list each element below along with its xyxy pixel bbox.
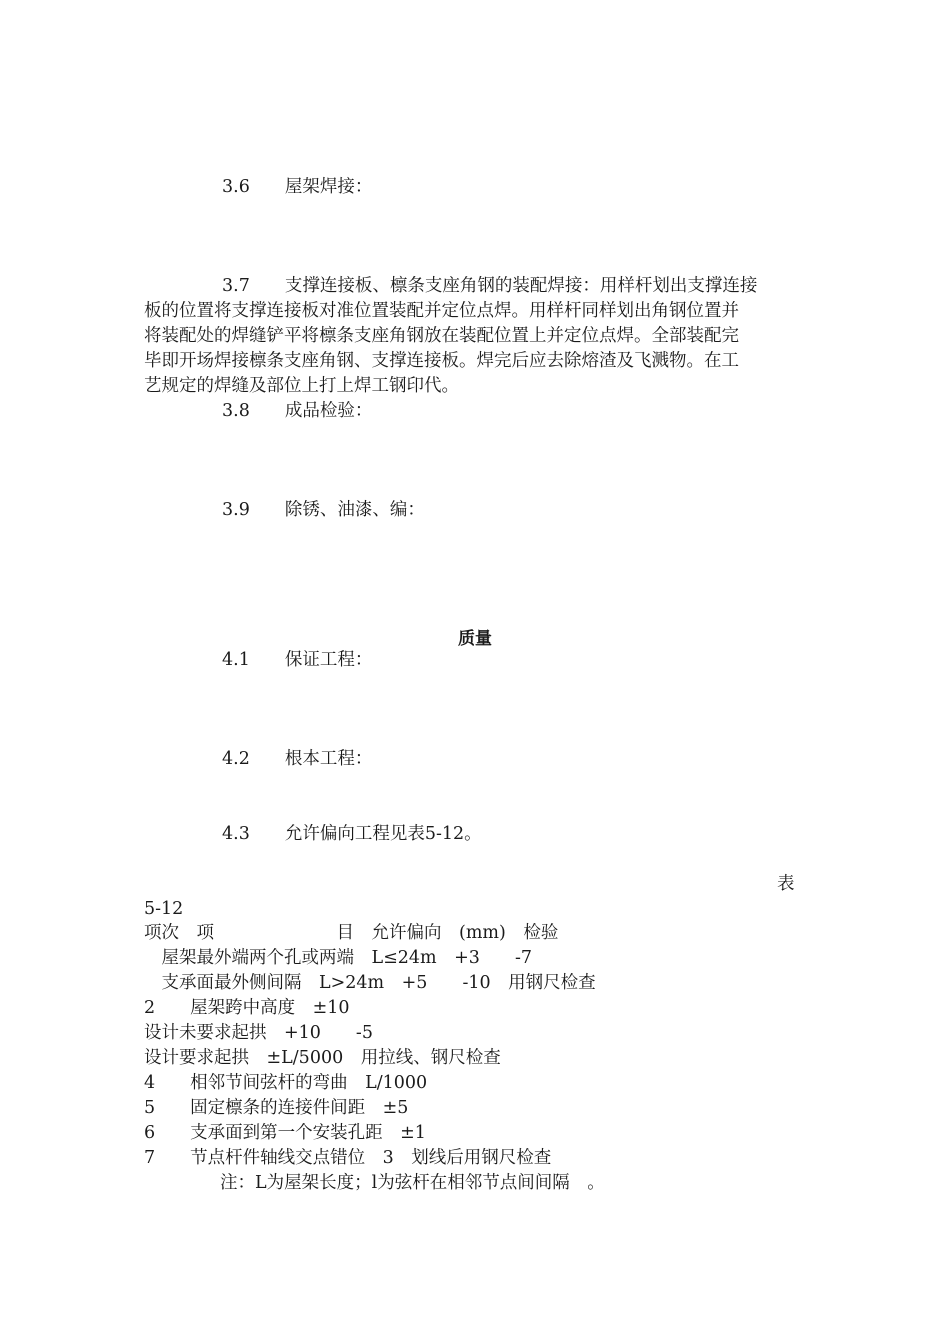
table-row: 2 屋架跨中高度 ±10 xyxy=(144,998,350,1018)
table-row: 屋架最外端两个孔或两端 L≤24m +3 -7 xyxy=(144,948,532,968)
section-3-7-line: 3.7 支撑连接板、檩条支座角钢的装配焊接：用样杆划出支撑连接 xyxy=(222,276,758,296)
section-4-2: 4.2 根本工程： xyxy=(222,749,373,769)
table-row: 设计要求起拱 ±L/5000 用拉线、钢尺检查 xyxy=(144,1048,501,1068)
table-row: 5 固定檩条的连接件间距 ±5 xyxy=(144,1098,409,1118)
section-4-1: 4.1 保证工程： xyxy=(222,650,373,670)
section-3-9: 3.9 除锈、油漆、编： xyxy=(222,500,425,520)
table-note: 注：L为屋架长度；l为弦杆在相邻节点间间隔 。 xyxy=(220,1173,605,1193)
section-3-8: 3.8 成品检验： xyxy=(222,401,373,421)
section-3-7-line: 艺规定的焊缝及部位上打上焊工钢印代。 xyxy=(144,376,459,396)
table-header-row: 项次 项 目 允许偏向 (mm) 检验 xyxy=(144,923,559,943)
table-row: 设计未要求起拱 +10 -5 xyxy=(144,1023,373,1043)
table-row: 6 支承面到第一个安装孔距 ±1 xyxy=(144,1123,426,1143)
section-3-7-line: 将装配处的焊缝铲平将檩条支座角钢放在装配位置上并定位点焊。全部装配完 xyxy=(144,326,739,346)
table-row: 支承面最外侧间隔 L>24m +5 -10 用钢尺检查 xyxy=(144,973,596,993)
section-3-7-line: 板的位置将支撑连接板对准位置装配并定位点焊。用样杆同样划出角钢位置并 xyxy=(144,301,739,321)
section-3-7-line: 毕即开场焊接檩条支座角钢、支撑连接板。焊完后应去除熔渣及飞溅物。在工 xyxy=(144,351,739,371)
quality-heading: 质量 xyxy=(458,629,492,649)
table-row: 4 相邻节间弦杆的弯曲 L/1000 xyxy=(144,1073,428,1093)
table-row: 7 节点杆件轴线交点错位 3 划线后用钢尺检查 xyxy=(144,1148,552,1168)
table-caption-label: 表 xyxy=(777,874,795,894)
section-3-6: 3.6 屋架焊接： xyxy=(222,177,373,197)
section-4-3: 4.3 允许偏向工程见表5-12。 xyxy=(222,824,482,844)
table-caption-number: 5-12 xyxy=(144,899,184,919)
